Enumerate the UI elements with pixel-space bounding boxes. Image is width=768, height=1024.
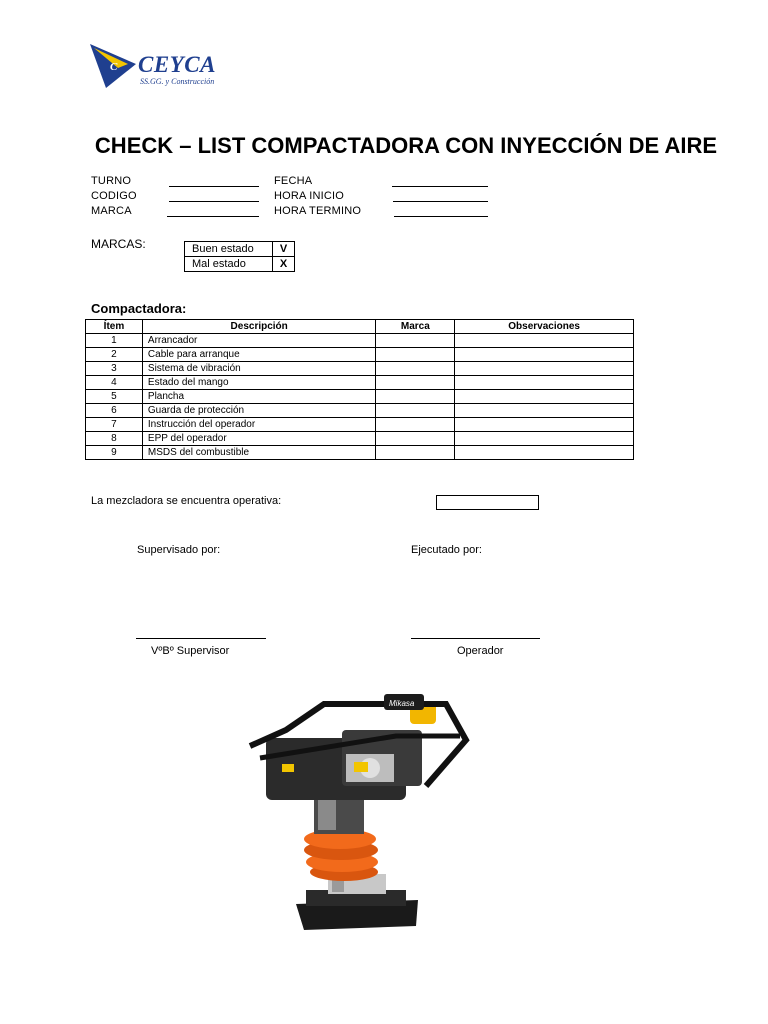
row-item-number: 4 (86, 376, 143, 390)
table-row (86, 446, 634, 460)
table-row (86, 418, 634, 432)
codigo-field[interactable] (169, 201, 259, 202)
supervisor-signature-line[interactable] (136, 638, 266, 639)
section-title: Compactadora: (91, 301, 187, 316)
logo-tagline: SS.GG. y Construcción (140, 77, 215, 86)
row-marca-cell[interactable] (376, 348, 455, 362)
table-header-row (86, 320, 634, 334)
legend-row-good (185, 242, 295, 257)
row-item-number: 1 (86, 334, 143, 348)
marca-label: MARCA (91, 205, 132, 217)
hora-termino-label: HORA TERMINO (274, 205, 362, 217)
col-header-descripcion: Descripción (142, 320, 376, 334)
legend-row-bad (185, 257, 295, 272)
codigo-label: CODIGO (91, 190, 137, 202)
supervisor-caption: VºBº Supervisor (151, 645, 230, 657)
col-header-marca: Marca (376, 320, 455, 334)
row-description: Arrancador (142, 334, 376, 348)
ejecutado-label: Ejecutado por: (411, 544, 482, 556)
col-header-observaciones: Observaciones (455, 320, 634, 334)
checklist-table (85, 319, 634, 460)
operator-signature-line[interactable] (411, 638, 540, 639)
hora-termino-field[interactable] (394, 216, 488, 217)
row-observaciones-cell[interactable] (455, 376, 634, 390)
legend-bad-symbol: X (273, 257, 295, 272)
row-description: Instrucción del operador (142, 418, 376, 432)
row-observaciones-cell[interactable] (455, 418, 634, 432)
row-description: Cable para arranque (142, 348, 376, 362)
operador-caption: Operador (457, 645, 504, 657)
legend-good-label: Buen estado (185, 242, 273, 257)
machine-brand-label: Mikasa (389, 699, 415, 708)
row-description: Sistema de vibración (142, 362, 376, 376)
marca-field[interactable] (167, 216, 259, 217)
row-item-number: 5 (86, 390, 143, 404)
supervisado-label: Supervisado por: (137, 544, 221, 556)
table-row (86, 362, 634, 376)
row-marca-cell[interactable] (376, 334, 455, 348)
row-item-number: 3 (86, 362, 143, 376)
row-description: EPP del operador (142, 432, 376, 446)
row-item-number: 6 (86, 404, 143, 418)
table-row (86, 376, 634, 390)
row-marca-cell[interactable] (376, 362, 455, 376)
marcas-legend (184, 241, 295, 272)
fecha-label: FECHA (274, 175, 313, 187)
row-marca-cell[interactable] (376, 432, 455, 446)
row-observaciones-cell[interactable] (455, 446, 634, 460)
row-description: Estado del mango (142, 376, 376, 390)
row-observaciones-cell[interactable] (455, 334, 634, 348)
company-logo (88, 42, 238, 92)
logo-badge-letter: C (110, 61, 118, 73)
table-row (86, 404, 634, 418)
row-marca-cell[interactable] (376, 418, 455, 432)
page-title: CHECK – LIST COMPACTADORA CON INYECCIÓN DE AIRE (94, 133, 718, 158)
row-observaciones-cell[interactable] (455, 390, 634, 404)
hora-inicio-label: HORA INICIO (274, 190, 345, 202)
row-marca-cell[interactable] (376, 390, 455, 404)
row-description: MSDS del combustible (142, 446, 376, 460)
fecha-field[interactable] (392, 186, 488, 187)
logo-name: CEYCA (138, 52, 216, 77)
row-marca-cell[interactable] (376, 404, 455, 418)
row-marca-cell[interactable] (376, 376, 455, 390)
turno-label: TURNO (91, 175, 132, 187)
table-row (86, 348, 634, 362)
row-observaciones-cell[interactable] (455, 432, 634, 446)
row-item-number: 2 (86, 348, 143, 362)
legend-bad-label: Mal estado (185, 257, 273, 272)
rammer-compactor-illustration (246, 678, 476, 940)
row-marca-cell[interactable] (376, 446, 455, 460)
row-item-number: 8 (86, 432, 143, 446)
row-observaciones-cell[interactable] (455, 404, 634, 418)
table-row (86, 390, 634, 404)
row-item-number: 9 (86, 446, 143, 460)
marcas-label: MARCAS: (91, 237, 146, 251)
row-observaciones-cell[interactable] (455, 348, 634, 362)
table-row (86, 334, 634, 348)
row-description: Guarda de protección (142, 404, 376, 418)
row-item-number: 7 (86, 418, 143, 432)
operativa-label: La mezcladora se encuentra operativa: (91, 495, 282, 507)
operativa-field[interactable] (436, 495, 539, 510)
hora-inicio-field[interactable] (393, 201, 488, 202)
col-header-item: Ítem (86, 320, 143, 334)
turno-field[interactable] (169, 186, 259, 187)
legend-good-symbol: V (273, 242, 295, 257)
table-row (86, 432, 634, 446)
logo-mark-icon (88, 42, 138, 92)
row-observaciones-cell[interactable] (455, 362, 634, 376)
row-description: Plancha (142, 390, 376, 404)
